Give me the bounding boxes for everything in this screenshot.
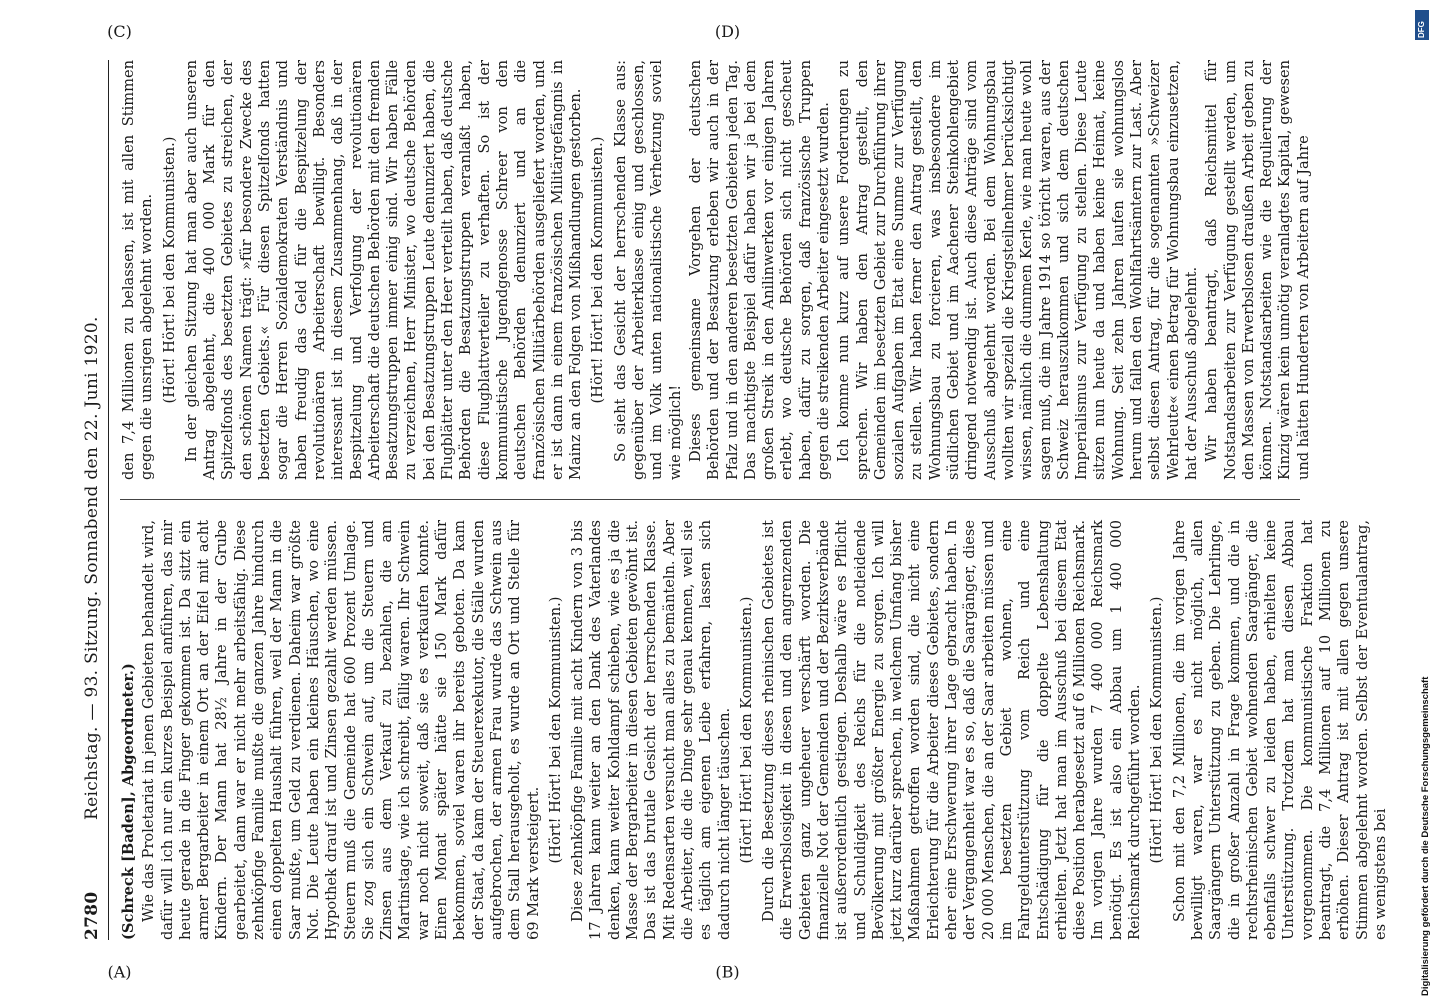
right-column [120, 60, 1312, 480]
margin-mark-c: (C) [107, 22, 132, 42]
dfg-logo [1415, 10, 1429, 40]
paragraph: den 7,4 Millionen zu belassen, ist mit allen Stimmen gegen die unsrigen abgelehnt worden. [120, 60, 156, 480]
margin-mark-d: (D) [714, 21, 741, 41]
interjection: (Hört! Hört! bei den Kommunisten.) [546, 596, 564, 864]
logo-text: DFG [1417, 21, 1426, 38]
speaker-line: (Schreck [Baden], Abgeordneter.) [120, 663, 137, 940]
interjection: (Hört! Hört! bei den Kommunisten.) [737, 596, 755, 864]
left-column [120, 520, 1389, 940]
running-head: Reichstag. — 93. Sitzung. Sonnabend den 22. Juni 1920. [82, 316, 102, 820]
paragraph: So sieht das Gesicht der herrschenden Klasse aus: gegenüber der Arbeiterklasse einig und geschlossen, und im Volk unten nationalistische Verhetzung soviel wie möglich! [611, 60, 684, 480]
column-divider [120, 499, 1300, 500]
interjection: (Hört! Hört! bei den Kommunisten.) [589, 136, 607, 404]
paragraph: Diese zehnköpfige Familie mit acht Kindern von 3 bis 17 Jahren kann weiter an den Dank des Vaterlandes denken, kann weiter Kohldampf schieben, wie es ja die Masse der Bergarbeiter in diesen Gebieten gewöhnt ist. Das ist das brutale Gesicht der herrschenden Klasse. Mit Redensarten versucht man alles zu bemänteln. Aber die Arbeiter, die die Dinge sehr genau kennen, weil sie es täglich am eigenen Leibe erfahren, lassen sich dadurch nicht länger täuschen. [569, 520, 733, 940]
paragraph: Schon mit den 7,2 Millionen, die im vorigen Jahre bewilligt waren, war es nicht möglich, allen Saargängern Unterstützung zu geben. Die Lehrlinge, die in großer Anzahl in Frage kommen, und die in rechtsrheinischen Gebiet wohnenden Saargänger, die ebenfalls schwer zu leiden haben, erhielten keine Unterstützung. Trotzdem hat man diesen Abbau vorgenommen. Die kommunistische Fraktion hat beantragt, die 7,4 Millionen auf 10 Millionen zu erhöhen. Dieser Antrag ist mit allen gegen unsere Stimmen abgelehnt worden. Selbst der Eventualantrag, es wenigstens bei [1170, 520, 1389, 940]
paragraph: Dieses gemeinsame Vorgehen der deutschen Behörden und der Besatzung erleben wir auch in der Pfalz und in den anderen besetzten Gebieten jeden Tag. Das machtigste Beispiel dafür haben wir ja bei dem großen Streik in den Anilinwerken vor einigen Jahren erlebt, wo deutsche Behörden sich nicht gescheut haben, dafür zu sorgen, daß französische Truppen gegen die streikenden Arbeiter eingesetzt wurden. [686, 60, 832, 480]
page-header [80, 60, 109, 940]
credit-text: Digitalisierung gefördert durch die Deutsche Forschungsgemeinschaft [1420, 676, 1431, 996]
paragraph: In der gleichen Sitzung hat man aber auch unseren Antrag abgelehnt, die 400 000 Mark für den Spitzelfonds des besetzten Gebietes zu streichen, der den schönen Namen trägt: »für besondere Zwecke des besetzten Gebiets.« Für diesen Spitzelfonds hatten sogar die Herren Sozialdemokraten Verständnis und haben freudig das Geld für die Bespitzelung der revolutionären Arbeiterschaft bewilligt. Besonders interessant ist in diesem Zusammenhang, daß in der Bespitzelung und Verfolgung der revolutionären Arbeiterschaft die deutschen Behörden mit den fremden Besatzungstruppen immer einig sind. Wir haben Fälle zu verzeichnen, Herr Minister, wo deutsche Behörden bei den Besatzungstruppen Leute denunziert haben, die Flugblätter unter den Heer verteilt haben, daß deutsche Behörden die Besatzungstruppen veranlaßt haben, diese Flugblattverteiler zu verhaften. So ist der kommunistische Jugendgenosse Schreer von den deutschen Behörden denunziert und an die französischen Militärbehörden ausgeliefert worden, und er ist dann in einem französischen Militärgefängnis in Mainz an den Folgen von Mißhandlungen gestorben. [182, 60, 585, 480]
interjection: (Hört! Hört! bei den Kommunisten.) [1148, 596, 1166, 864]
paragraph: Wir haben beantragt, daß Reichsmittel für Notstandsarbeiten zur Verfügung gestellt werden, um den Massen von Erwerbslosen draußen Arbeit geben zu können. Notstandsarbeiten wie die Regulierung der Kinzig wären kein unnötig veranlagtes Kapital, gewesen und hätten Hunderten von Arbeitern auf Jahre [1203, 60, 1312, 480]
paragraph: Wie das Proletariat in jenen Gebieten behandelt wird, dafür will ich nur ein kurzes Beispiel anführen, das mir heute gerade in die Finger gekommen ist. Da sitzt ein armer Bergarbeiter in einem Ort an der Eifel mit acht Kindern. Der Mann hat 28½ Jahre in der Grube gearbeitet, dann war er nicht mehr arbeitsfähig. Diese zehnköpfige Familie mußte die ganzen Jahre hindurch einen doppelten Haushalt führen, weil der Mann in die Saar mußte, um Geld zu verdienen. Daheim war größte Not. Die Leute haben ein kleines Häuschen, wo eine Hypothek drauf ist und Zinsen gezahlt werden müssen. Steuern muß die Gemeinde hat 600 Prozent Umlage. Sie zog sich ein Schwein auf, um die Steuern und Zinsen aus dem Verkauf zu bezahlen, die am Martinstage, wie ich schreibt, fällig waren. Ihr Schwein war noch nicht soweit, daß sie es verkaufen konnte. Einen Monat später hätte sie 150 Mark dafür bekommen, soviel waren ihr bereits geboten. Da kam der Staat, da kam der Steuerexekutor, die Ställe wurden aufgebrochen, der armen Frau wurde das Schwein aus dem Stall herausgeholt, es wurde an Ort und Stelle für 69 Mark versteigert. [140, 520, 542, 940]
paragraph: Ich komme nun kurz auf unsere Forderungen zu sprechen. Wir haben den Antrag gestellt, den Gemeinden im besetzten Gebiet zur Durchführung ihrer sozialen Aufgaben im Etat eine Summe zur Verfügung zu stellen. Wir haben ferner den Antrag gestellt, den Wohnungsbau zu forcieren, was insbesondere im südlichen Gebiet und im Aachener Steinkohlengebiet dringend notwendig ist. Auch diese Anträge sind vom Ausschuß abgelehnt worden. Bei dem Wohnungsbau wollten wir speziell die Kriegsteilnehmer berücksichtigt wissen, nämlich die dummen Kerle, wie man heute wohl sagen muß, die im Jahre 1914 so töricht waren, aus der Schweiz herauszukommen und sich dem deutschen Imperialismus zur Verfügung zu stellen. Diese Leute sitzen nun heute da und haben keine Heimat, keine Wohnung. Seit zehn Jahren laufen sie wohnungslos herum und fallen den Wohlfahrtsämtern zur Last. Aber selbst diesen Antrag, für die sogenannten »Schweizer Wehrleute« einen Betrag für Wohnungsbau einzusetzen, hat der Ausschuß abgelehnt. [835, 60, 1200, 480]
paragraph: Durch die Besetzung dieses rheinischen Gebietes ist die Erwerbslosigkeit in diesen und den angrenzenden Gebieten ganz ungeheuer verschärft worden. Die finanzielle Not der Gemeinden und der Bezirksverbände ist außerordentlich gestiegen. Deshalb wäre es Pflicht und Schuldigkeit des Reichs für die notleidende Bevölkerung mit größter Energie zu sorgen. Ich will jetzt kurz darüber sprechen, in welchem Umfang bisher Maßnahmen getroffen worden sind, die nicht eine Erleichterung für die Arbeiter dieses Gebietes, sondern eher eine Erschwerung ihrer Lage gebracht haben. In der Vergangenheit war es so, daß die Saargänger, diese 20 000 Menschen, die an der Saar arbeiten müssen und im besetzten Gebiet wohnen, eine Fahrgeldunterstützung vom Reich und eine Entschädigung für die doppelte Lebenshaltung erhielten. Jetzt hat man im Ausschuß bei diesem Etat diese Position herabgesetzt auf 6 Millionen Reichsmark. Im vorigen Jahre wurden 7 400 000 Reichsmark benötigt. Es ist also ein Abbau um 1 400 000 Reichsmark durchgeführt worden. [760, 520, 1144, 940]
margin-mark-b: (B) [715, 962, 740, 982]
digitization-credit [1410, 6, 1430, 996]
margin-mark-a: (A) [107, 962, 132, 982]
document-page [80, 21, 1389, 982]
interjection: (Hört! Hört! bei den Kommunisten.) [160, 136, 178, 404]
page-number: 2780 [82, 891, 102, 940]
